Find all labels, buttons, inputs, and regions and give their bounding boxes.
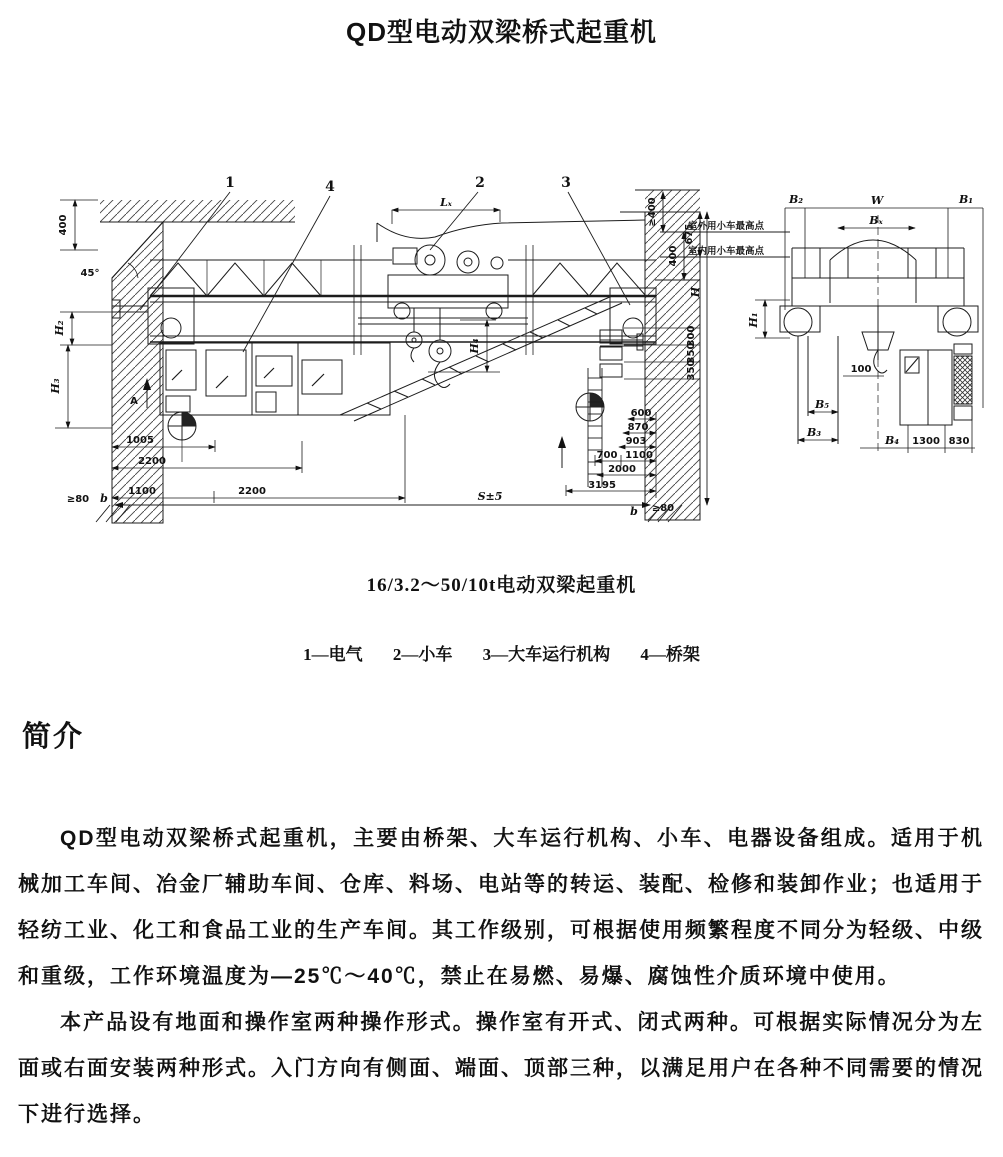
left-dimensions xyxy=(55,200,405,503)
side-cab xyxy=(900,344,972,425)
dim-830: 830 xyxy=(948,436,970,447)
crane-drawing-svg xyxy=(0,160,1003,540)
dim-1005: 1005 xyxy=(126,435,154,446)
dim-1300: 1300 xyxy=(912,436,940,447)
annotation-outdoor-max: 室外用小车最高点 xyxy=(687,221,765,232)
dim-870: 870 xyxy=(627,422,649,433)
dim-400-top-left: 400 xyxy=(58,214,69,236)
label-section-a: A xyxy=(130,396,138,407)
trolley xyxy=(377,220,645,319)
dim-h1: H₁ xyxy=(747,312,760,328)
dim-ge80-left: ≥80 xyxy=(66,494,90,505)
conductor-rails xyxy=(600,330,622,377)
dim-ge80-right: ≥80 xyxy=(651,503,675,514)
dim-h4: H₄ xyxy=(468,338,481,354)
dim-b3: B₃ xyxy=(806,426,822,439)
dim-h3: H₃ xyxy=(49,378,62,394)
drawing-labels xyxy=(49,175,973,518)
dim-100: 100 xyxy=(850,364,872,375)
dim-bx: Bₓ xyxy=(869,214,883,227)
left-wall-section xyxy=(100,200,295,523)
up-arrow-right xyxy=(558,436,566,468)
dim-350-a: 350 xyxy=(686,342,697,364)
label-b-right: b xyxy=(630,505,638,518)
dim-h-total: H xyxy=(689,286,702,298)
main-hook xyxy=(406,308,451,388)
operator-cab xyxy=(160,343,390,415)
lx-dimension xyxy=(392,210,500,224)
dim-45deg: 45° xyxy=(80,268,100,279)
dim-b4: B₄ xyxy=(884,434,900,447)
side-end-view xyxy=(755,208,983,455)
legend-item-1: 1—电气 xyxy=(303,645,363,664)
dim-600: 600 xyxy=(630,408,652,419)
dim-1100: 1100 xyxy=(128,486,156,497)
part-label-2: 2 xyxy=(475,175,485,191)
dim-700: 700 xyxy=(596,450,618,461)
dim-b2: B₂ xyxy=(788,193,804,206)
part-label-3: 3 xyxy=(561,175,571,191)
dim-903: 903 xyxy=(625,436,647,447)
dim-lx: Lₓ xyxy=(440,196,452,209)
dim-h2: H₂ xyxy=(53,320,66,336)
hook-limit-symbol-right xyxy=(576,393,604,421)
label-b-left: b xyxy=(100,492,108,505)
figure-legend xyxy=(0,640,1003,665)
part-label-1: 1 xyxy=(225,175,235,191)
dim-b1: B₁ xyxy=(958,193,974,206)
main-elevation-view xyxy=(55,190,790,523)
dim-b5: B₅ xyxy=(814,398,830,411)
dim-675: 675 xyxy=(684,223,695,245)
dim-1100-right: 1100 xyxy=(625,450,653,461)
section-heading-intro: 简介 xyxy=(22,721,85,753)
part-label-4: 4 xyxy=(325,179,335,195)
legend-item-4: 4—桥架 xyxy=(640,645,700,664)
dim-350-b: 350 xyxy=(686,359,697,381)
dim-2000: 2000 xyxy=(608,464,636,475)
annotation-indoor-max: 室内用小车最高点 xyxy=(687,246,765,257)
end-carriages xyxy=(112,288,656,350)
intro-paragraphs xyxy=(18,816,984,1138)
dim-2200-a: 2200 xyxy=(138,456,166,467)
legend-item-2: 2—小车 xyxy=(392,645,453,664)
legend-item-3: 3—大车运行机构 xyxy=(482,645,611,664)
dim-ge400: ≥400 xyxy=(647,197,658,227)
side-dimension-lines xyxy=(755,208,983,453)
floor-line xyxy=(96,505,682,522)
page-title: QD型电动双梁桥式起重机 xyxy=(345,17,657,47)
wall-ladder xyxy=(588,368,602,487)
staircase xyxy=(340,296,622,421)
intro-paragraph-1: QD型电动双梁桥式起重机，主要由桥架、大车运行机构、小车、电器设备组成。适用于机械加工车间、冶金厂辅助车间、仓库、料场、电站等的转运、装配、检修和装卸作业；也适用于轻纺工业、化工和食品工业的生产车间。其工作级别，可根据使用频繁程度不同分为轻级、中级和重级，工作环境温度为—25℃～40℃，禁止在易燃、易爆、腐蚀性介质环境中使用。 xyxy=(18,827,984,988)
dim-3195: 3195 xyxy=(588,480,616,491)
dim-w: W xyxy=(870,194,884,207)
intro-paragraph-2: 本产品设有地面和操作室两种操作形式。操作室有开式、闭式两种。可根据实际情况分为左面或右面安装两种形式。入门方向有侧面、端面、顶部三种，以满足用户在各种不同需要的情况下进行选择。 xyxy=(18,1011,984,1126)
dim-400-right: 400 xyxy=(668,245,679,267)
dim-span-s5: S±5 xyxy=(477,490,503,503)
figure-caption: 16/3.2～50/10t电动双梁起重机 xyxy=(366,575,637,596)
hook-limit-symbol-left xyxy=(168,412,196,462)
crane-technical-drawing xyxy=(0,160,1003,540)
dim-300: 300 xyxy=(686,325,697,347)
dim-2200-b: 2200 xyxy=(238,486,266,497)
